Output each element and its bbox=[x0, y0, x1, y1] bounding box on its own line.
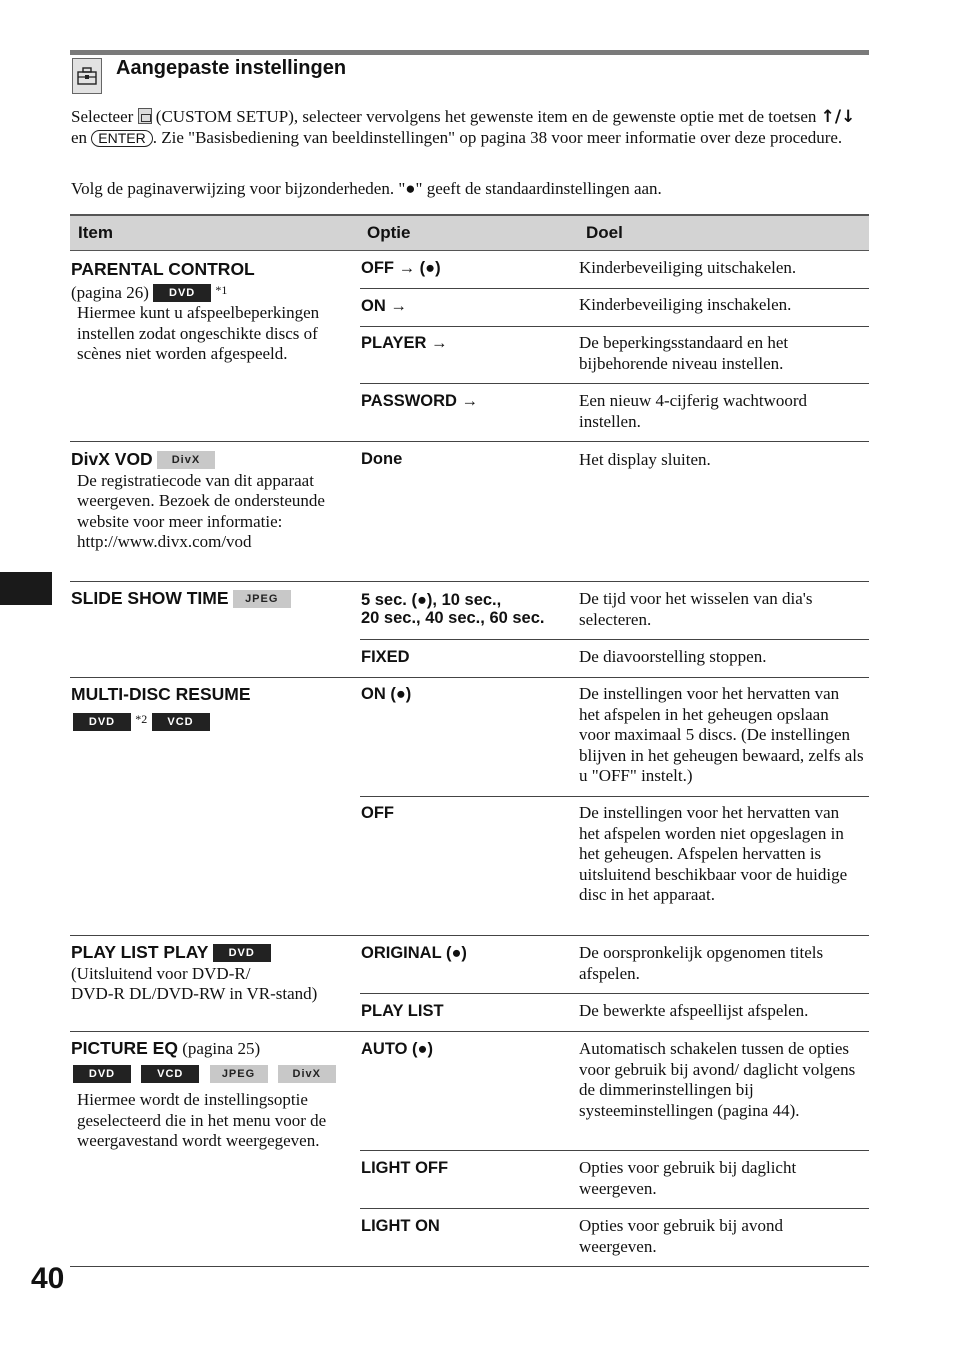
item-parental-control bbox=[71, 259, 356, 365]
purpose-on: De instellingen voor het hervatten van het afspelen in het geheugen opslaan voor maximaal 5 discs. (De instellingen blijven in het geheugen bewaard, zelfs als u "OFF" instelt.) bbox=[579, 684, 864, 786]
intro-paragraph-2: Volg de paginaverwijzing voor bijzonderheden. "●" geeft de standaardinstellingen aan. bbox=[71, 179, 662, 198]
purpose-interval: De tijd voor het wisselen van dia's selecteren. bbox=[579, 589, 813, 629]
section-divider bbox=[70, 1031, 869, 1032]
row-divider bbox=[360, 993, 869, 994]
custom-setup-icon bbox=[138, 108, 152, 124]
row-divider bbox=[360, 796, 869, 797]
header-doel: Doel bbox=[586, 223, 623, 242]
divx-badge: DivX bbox=[157, 451, 215, 469]
item-multi-disc-resume bbox=[71, 684, 356, 732]
purpose-light-on: Opties voor gebruik bij avond weergeven. bbox=[579, 1216, 783, 1256]
purpose-original: De oorspronkelijk opgenomen titels afspelen. bbox=[579, 943, 824, 983]
row-divider bbox=[360, 639, 869, 640]
option-interval-line2: 20 sec., 40 sec., 60 sec. bbox=[361, 609, 545, 627]
item-description: Hiermee wordt de instellingsoptie geselecteerd die in het menu voor de weergavestand wordt weergegeven. bbox=[77, 1090, 327, 1151]
purpose-player: De beperkingsstandaard en het bijbehorende niveau instellen. bbox=[579, 333, 789, 373]
purpose-light-off: Opties voor gebruik bij daglicht weergeven. bbox=[579, 1158, 797, 1198]
option-original: ORIGINAL (●) bbox=[361, 944, 467, 962]
item-name: DivX VOD bbox=[71, 449, 153, 469]
item-picture-eq bbox=[71, 1038, 356, 1152]
jpeg-badge: JPEG bbox=[210, 1065, 268, 1083]
up-down-arrows-icon: ↑/↓ bbox=[820, 107, 856, 127]
item-name: SLIDE SHOW TIME bbox=[71, 588, 229, 608]
row-divider bbox=[360, 1208, 869, 1209]
purpose-off: Kinderbeveiliging uitschakelen. bbox=[579, 258, 797, 277]
option-fixed: FIXED bbox=[361, 648, 410, 666]
item-description: Hiermee kunt u afspeelbeperkingen instellen zodat ongeschikte discs of scènes niet worden afgespeeld. bbox=[77, 303, 320, 364]
enter-key-label: ENTER bbox=[91, 130, 152, 147]
page-number: 40 bbox=[31, 1262, 65, 1295]
option-off: OFF → (●) bbox=[361, 259, 441, 277]
section-title: Aangepaste instellingen bbox=[116, 57, 347, 79]
option-light-on: LIGHT ON bbox=[361, 1217, 440, 1235]
item-name: MULTI-DISC RESUME bbox=[71, 684, 251, 704]
footnote-mark: *2 bbox=[135, 711, 148, 726]
item-name: PLAY LIST PLAY bbox=[71, 942, 209, 962]
item-slide-show-time bbox=[71, 588, 356, 610]
table-header bbox=[70, 214, 869, 251]
row-divider bbox=[360, 326, 869, 327]
dvd-badge: DVD bbox=[73, 713, 131, 731]
dvd-badge: DVD bbox=[213, 944, 271, 962]
header-item: Item bbox=[78, 223, 113, 242]
jpeg-badge: JPEG bbox=[233, 590, 291, 608]
chapter-side-tab bbox=[0, 572, 52, 605]
option-interval-line1: 5 sec. (●), 10 sec., bbox=[361, 591, 502, 609]
item-name: PARENTAL CONTROL bbox=[71, 259, 255, 279]
item-description-line1: (Uitsluitend voor DVD-R/ bbox=[71, 963, 251, 983]
option-off: OFF bbox=[361, 804, 394, 822]
intro-paragraph bbox=[71, 107, 871, 148]
option-auto: AUTO (●) bbox=[361, 1040, 433, 1058]
option-on: ON → bbox=[361, 297, 407, 315]
purpose-off: De instellingen voor het hervatten van het afspelen worden niet opgeslagen in het geheugen. Afspelen hervatten is uitsluitend beschikbaar voor de huidige disc in het apparaat. bbox=[579, 803, 848, 905]
row-divider bbox=[360, 383, 869, 384]
footnote-mark: *1 bbox=[215, 282, 228, 297]
intro-text-1: Selecteer bbox=[71, 107, 138, 126]
vcd-badge: VCD bbox=[152, 713, 210, 731]
option-done: Done bbox=[361, 450, 403, 468]
purpose-auto: Automatisch schakelen tussen de opties voor gebruik bij avond/ daglicht volgens de dimmerinstellingen bij systeeminstellingen (pagina 44). bbox=[579, 1039, 856, 1120]
option-on: ON (●) bbox=[361, 685, 412, 703]
row-divider bbox=[360, 288, 869, 289]
section-divider bbox=[70, 935, 869, 936]
intro-text-2: (CUSTOM SETUP), selecteer vervolgens het gewenste item en de gewenste optie met de toetsen bbox=[151, 107, 821, 126]
header-optie: Optie bbox=[367, 223, 411, 242]
toolbox-icon bbox=[72, 58, 102, 94]
option-player: PLAYER → bbox=[361, 334, 448, 352]
option-play-list: PLAY LIST bbox=[361, 1002, 444, 1020]
section-divider bbox=[70, 677, 869, 678]
page-ref: (pagina 26) bbox=[71, 282, 149, 302]
dvd-badge: DVD bbox=[153, 284, 211, 302]
item-name: PICTURE EQ bbox=[71, 1038, 178, 1058]
purpose-password: Een nieuw 4-cijferig wachtwoord instellen. bbox=[579, 391, 807, 431]
intro-text-4: . Zie "Basisbediening van beeldinstellingen" op pagina 38 voor meer informatie over deze procedure. bbox=[152, 127, 843, 147]
divx-url: http://www.divx.com/vod bbox=[77, 532, 252, 552]
option-interval bbox=[361, 591, 576, 627]
purpose-done: Het display sluiten. bbox=[579, 450, 711, 469]
page-ref: (pagina 25) bbox=[182, 1039, 261, 1058]
purpose-play-list: De bewerkte afspeellijst afspelen. bbox=[579, 1001, 809, 1020]
item-play-list-play bbox=[71, 942, 361, 1005]
table-bottom-rule bbox=[70, 1266, 869, 1267]
dvd-badge: DVD bbox=[73, 1065, 131, 1083]
purpose-on: Kinderbeveiliging inschakelen. bbox=[579, 295, 792, 314]
divx-badge: DivX bbox=[278, 1065, 336, 1083]
item-description-line2: DVD-R DL/DVD-RW in VR-stand) bbox=[71, 984, 318, 1004]
option-password: PASSWORD → bbox=[361, 392, 479, 410]
section-divider bbox=[70, 441, 869, 442]
item-description: De registratiecode van dit apparaat weergeven. Bezoek de ondersteunde website voor meer informatie: bbox=[77, 470, 325, 531]
intro-text-3: en bbox=[71, 127, 92, 147]
purpose-fixed: De diavoorstelling stoppen. bbox=[579, 647, 767, 666]
section-divider bbox=[70, 581, 869, 582]
section-top-rule bbox=[70, 50, 869, 55]
option-light-off: LIGHT OFF bbox=[361, 1159, 449, 1177]
vcd-badge: VCD bbox=[141, 1065, 199, 1083]
row-divider bbox=[360, 1150, 869, 1151]
item-divx-vod bbox=[71, 449, 356, 553]
